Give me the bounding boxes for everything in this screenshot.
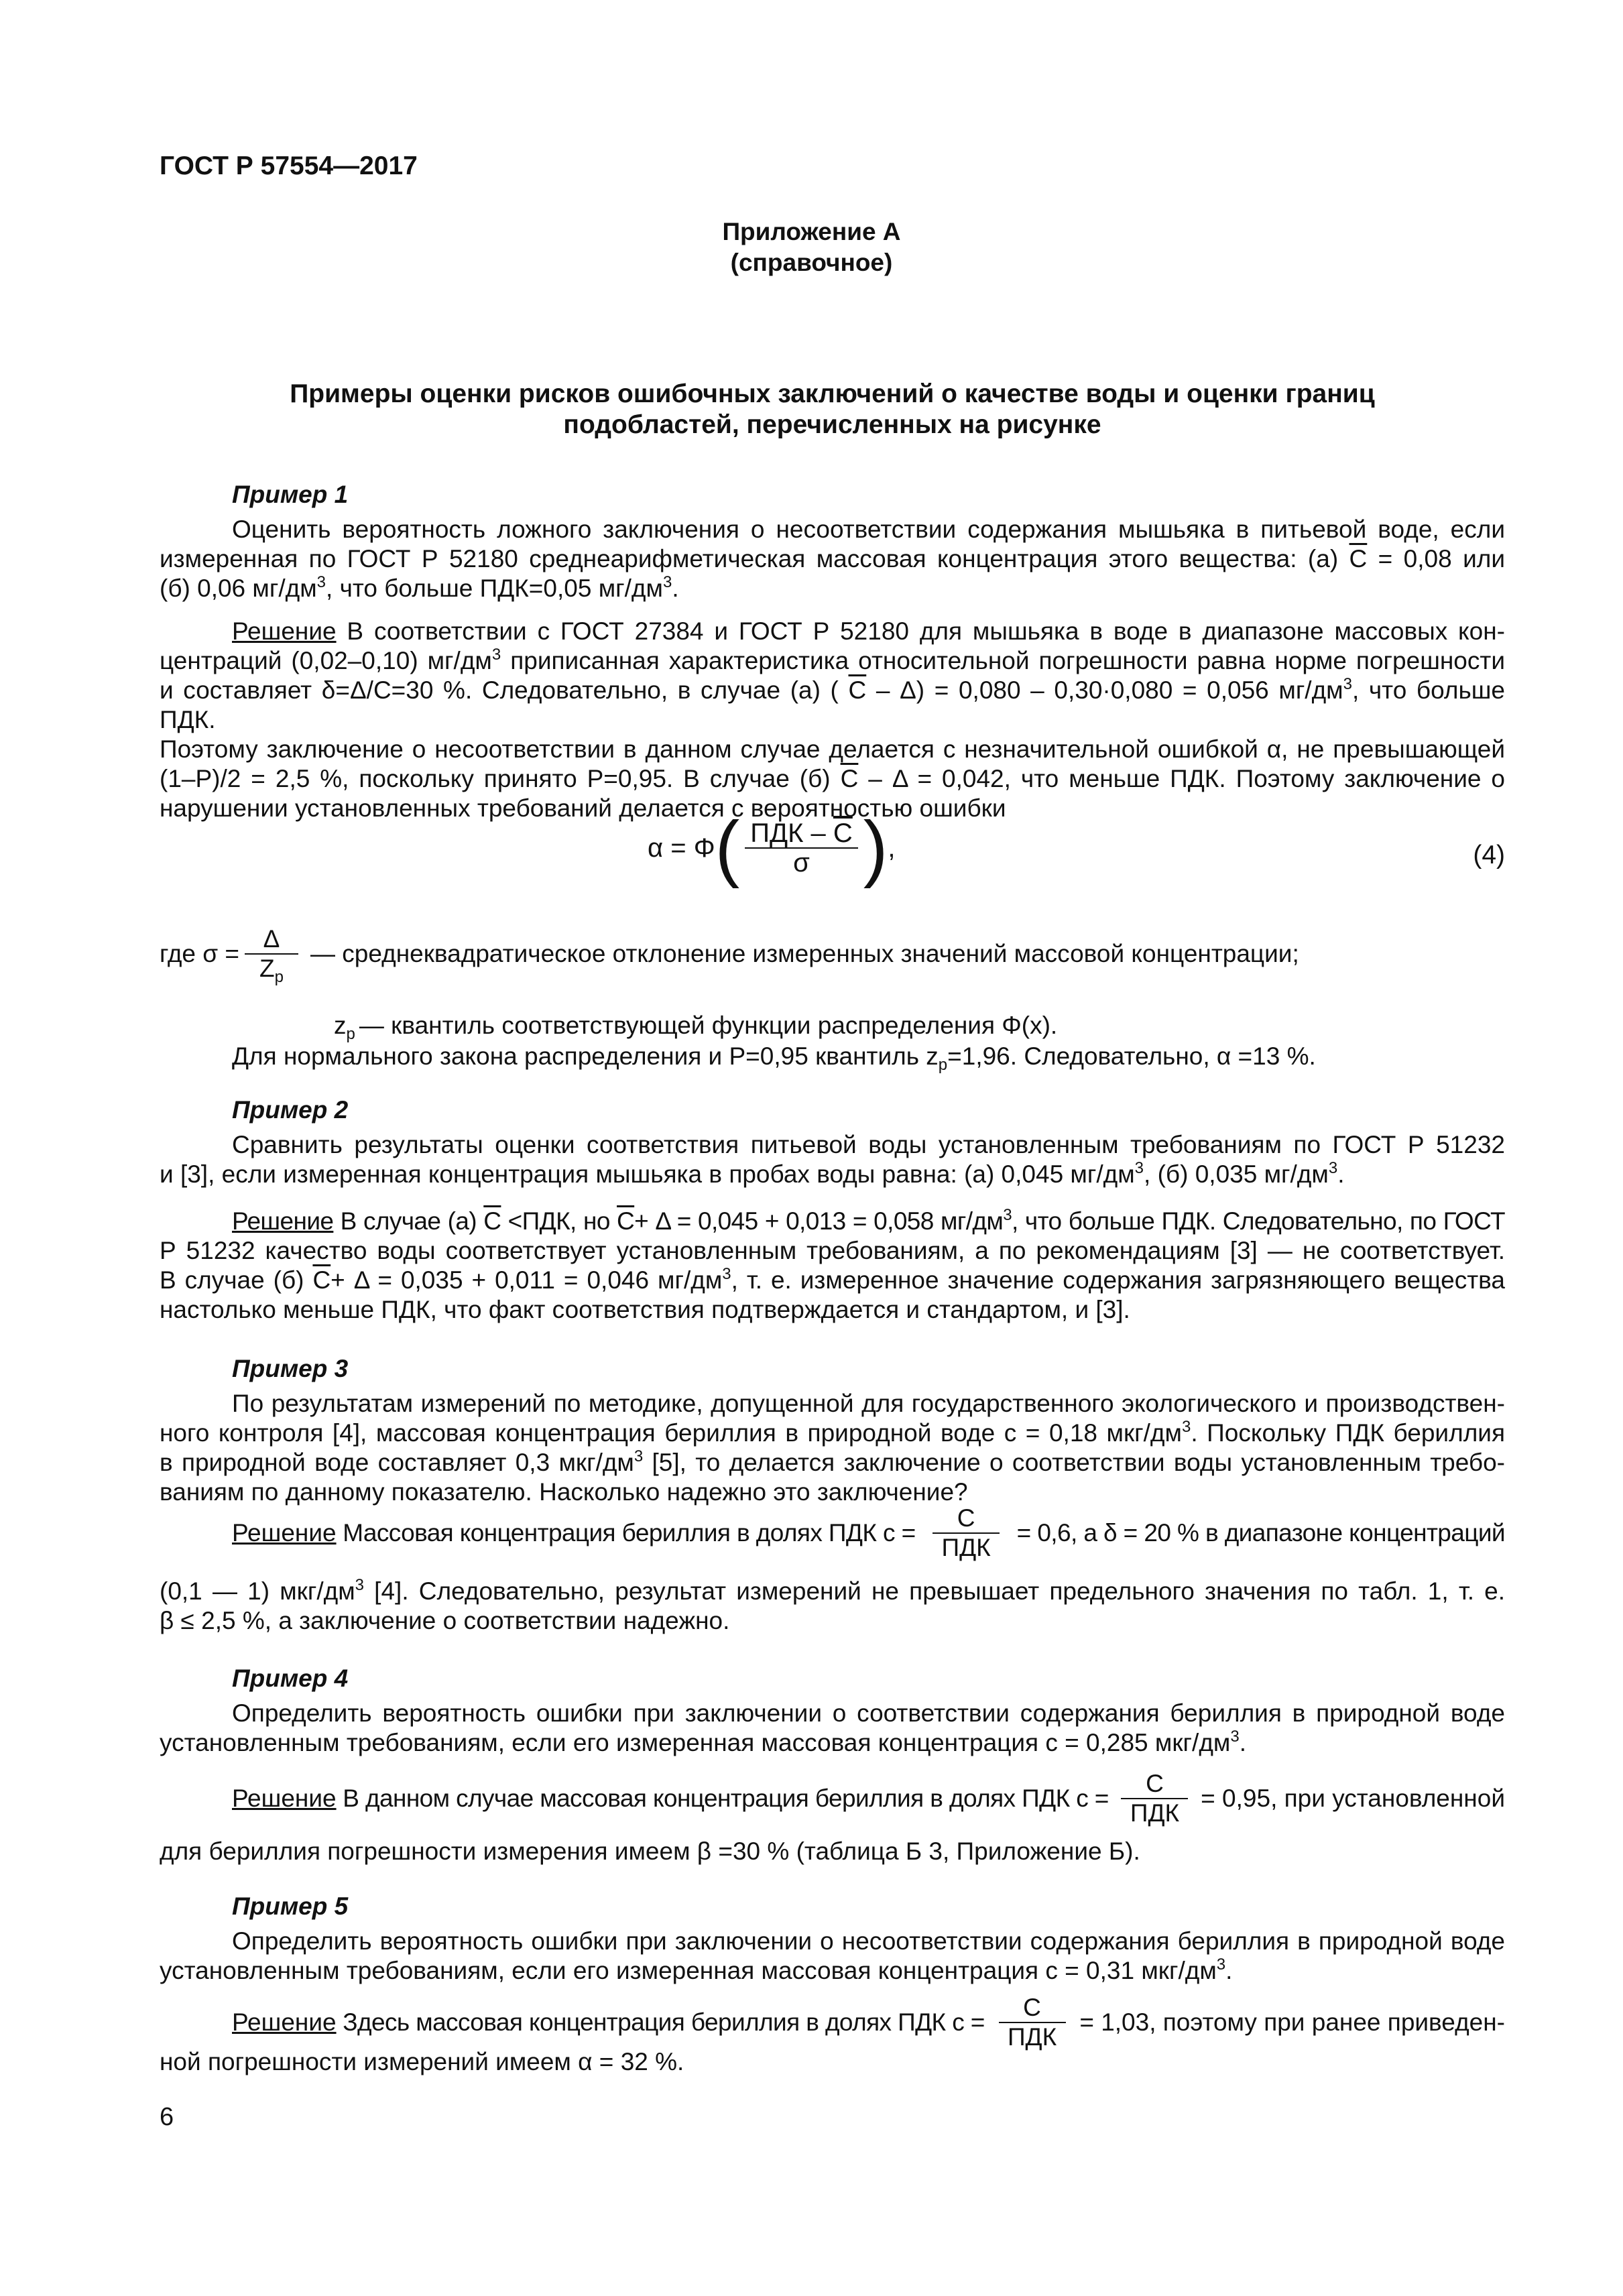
line [160,1477,1505,1507]
text: , т. е. измеренное значение содержания загрязняющего вещества [731,1266,1505,1294]
text: Оценить вероятность ложного заключения о несоответствии содержания мышьяка в питьевой воде, если [232,516,1505,543]
line [160,1728,1505,1758]
text: = 1,03, поэтому при ранее приведен- [1079,2008,1505,2036]
text: установленным требованиям, если его измеренная массовая концентрация c = 0,31 мкг/дм [160,1957,1217,1984]
example-4-solution-line1 [160,1770,1505,1827]
c-mean: $\overline{C}$ [1349,545,1368,572]
formula-number: (4) [1473,841,1505,869]
line [160,1606,1505,1636]
line [160,1837,1505,1866]
superscript: 3 [1216,1955,1226,1974]
subscript: p [938,1056,948,1074]
superscript: 3 [316,573,326,591]
line [160,1927,1505,1956]
text: — среднеквадратическое отклонение измеренных значений массовой концентрации; [310,940,1299,967]
text: — квантиль соответствующей функции распределения Φ(x). [359,1012,1058,1039]
line [160,1266,1505,1295]
text: В случае (а) [333,1207,484,1235]
superscript: 3 [662,573,672,591]
superscript: 3 [634,1447,644,1465]
numerator [745,819,858,849]
text: и составляет δ=Δ/C=30 %. Следовательно, в случае (а) ( [160,676,849,704]
solution-label: Решение [232,1207,334,1235]
subscript: p [274,968,284,986]
right-paren: ) [863,806,888,889]
superscript: 3 [1230,1728,1240,1746]
text: В случае (б) [160,1266,313,1294]
text: , что больше ПДК=0,05 мг/дм [326,575,663,602]
line [160,1236,1505,1266]
text: [4]. Следовательно, результат измерений не превышает предельного значения по табл. 1, т. е. [364,1577,1506,1605]
text: ПДК – [750,819,833,848]
superscript: 3 [355,1576,364,1594]
example-3-task [160,1389,1505,1507]
normal-law [232,1042,1316,1074]
text: . [1225,1957,1233,1984]
formula-fraction [745,819,858,877]
text: Определить вероятность ошибки при заключении о соответствии содержания бериллия в природной воде [232,1699,1505,1727]
c-over-pdk-fraction [999,1994,1066,2051]
superscript: 3 [1328,1159,1338,1177]
line [160,1130,1505,1160]
text: . [1239,1729,1246,1756]
text: ной погрешности измерений имеем α = 32 %. [160,2048,684,2075]
formula-4 [648,804,896,892]
text: . [672,575,679,602]
superscript: 3 [1343,675,1352,693]
text: приписанная характеристика относительной погрешности равна норме погрешности [501,647,1505,674]
line [160,646,1505,676]
example-2-task [160,1130,1505,1189]
denominator: σ [793,848,810,878]
text: Определить вероятность ошибки при заключении о несоответствии содержания бериллия в природной воде [232,1927,1505,1955]
section-heading-line2: подобластей, перечисленных на рисунке [563,410,1101,439]
text: По результатам измерений по методике, допущенной для государственного экологического и производствен- [232,1390,1505,1417]
text: установленным требованиям, если его измеренная массовая концентрация c = 0,285 мкг/дм [160,1729,1231,1756]
numerator: C [999,1994,1066,2023]
text: = 0,6, а δ = 20 % в диапазоне концентраций [1016,1519,1505,1547]
text: Z [259,955,275,982]
formula-lhs: α = Φ [648,833,715,863]
denominator: ПДК [1130,1799,1180,1827]
text: для бериллия погрешности измерения имеем β =30 % (таблица Б 3, Приложение Б). [160,1837,1140,1865]
line [160,1699,1505,1728]
text: [5], то делается заключение о соответствии воды установленным требо- [643,1449,1505,1476]
text-group [160,2008,985,2037]
text-group [160,1784,1109,1813]
c-over-pdk-fraction [1121,1770,1188,1827]
example-4-solution-rest [160,1837,1505,1866]
example-4-title: Пример 4 [232,1665,349,1692]
solution-label: Решение [232,1785,337,1812]
denominator: ПДК [1007,2023,1057,2051]
text: . Поскольку ПДК бериллия [1191,1419,1505,1447]
line [160,764,1505,794]
numerator: C [1121,1770,1188,1799]
example-3-solution-rest [160,1577,1505,1636]
c-mean: $\overline{C}$ [833,819,853,848]
line [160,2047,1505,2077]
subscript: p [346,1025,355,1043]
solution-label: Решение [232,617,337,645]
text: (0,1 — 1) мкг/дм [160,1577,355,1605]
example-1-task [160,515,1505,603]
text: где σ = [160,940,240,967]
line [160,574,1505,603]
solution-label: Решение [232,1519,337,1547]
text: , (б) 0,035 мг/дм [1144,1160,1329,1188]
text: . [1337,1160,1345,1188]
text: = 0,95, при установленной [1201,1785,1505,1812]
text: (1–P)/2 = 2,5 %, поскольку принято P=0,95. В случае (б) [160,765,841,792]
example-3-solution-line1 [160,1504,1505,1562]
denominator [245,955,298,986]
example-5-solution-rest [160,2047,1505,2077]
example-5-solution-line1 [160,1994,1505,2051]
left-paren: ( [715,806,740,889]
text: измеренная по ГОСТ Р 52180 среднеарифметическая массовая концентрация этого вещества: (а) [160,545,1349,572]
text: Р 51232 качество воды соответствует установленным требованиям, а по рекомендациям [3] — не соответствует. [160,1237,1505,1264]
text: Здесь массовая концентрация бериллия в долях ПДК c = [336,2008,985,2036]
text: – Δ) = 0,080 – 0,30·0,080 = 0,056 мг/дм [866,676,1343,704]
formula-comma: , [888,833,896,863]
c-over-pdk-fraction [933,1504,1000,1562]
example-4-task [160,1699,1505,1758]
text-group [160,1518,916,1548]
example-5-title: Пример 5 [232,1892,349,1920]
numerator: Δ [245,925,298,955]
superscript: 3 [722,1265,731,1283]
text: нарушении установленных требований делается с вероятностью ошибки [160,794,1006,822]
line [160,1295,1505,1325]
text: ного контроля [4], массовая концентрация бериллия в природной воде c = 0,18 мкг/дм [160,1419,1182,1447]
text: z [334,1012,347,1039]
text: – Δ = 0,042, что меньше ПДК. Поэтому заключение о [858,765,1505,792]
text: Для нормального закона распределения и P=0,95 квантиль z [232,1042,939,1070]
c-mean: $\overline{C}$ [848,676,867,704]
text: в природной воде составляет 0,3 мкг/дм [160,1449,634,1476]
c-mean: $\overline{C}$ [312,1266,331,1294]
line [160,1160,1505,1189]
line [160,1956,1505,1986]
appendix-subtitle: (справочное) [730,249,893,276]
line [160,676,1505,735]
text: = 0,08 или [1367,545,1505,572]
example-1-solution [160,617,1505,823]
where-sigma [160,925,1299,986]
line [160,1207,1505,1236]
superscript: 3 [1181,1418,1191,1436]
line [160,735,1505,764]
line [160,1448,1505,1477]
section-heading-line1: Примеры оценки рисков ошибочных заключений о качестве воды и оценки границ [290,379,1375,408]
line [160,617,1505,646]
sigma-fraction [245,925,298,986]
line [160,515,1505,544]
text: настолько меньше ПДК, что факт соответствия подтверждается и стандартом, и [3]. [160,1296,1130,1323]
text: Сравнить результаты оценки соответствия питьевой воды установленным требованиям по ГОСТ Р 51232 [232,1131,1505,1158]
example-1-title: Пример 1 [232,481,349,508]
line [160,1577,1505,1606]
text: Поэтому заключение о несоответствии в данном случае делается с незначительной ошибкой α, не превышающей [160,735,1505,763]
text: центраций (0,02–0,10) мг/дм [160,647,492,674]
example-2-solution [160,1207,1505,1325]
text: В соответствии с ГОСТ 27384 и ГОСТ Р 52180 для мышьяка в воде в диапазоне массовых кон- [336,617,1505,645]
superscript: 3 [1134,1159,1144,1177]
text: В данном случае массовая концентрация бериллия в долях ПДК c = [336,1785,1109,1812]
zp-definition [334,1011,1058,1043]
line [160,1389,1505,1418]
text: (б) 0,06 мг/дм [160,575,317,602]
denominator: ПДК [941,1534,991,1561]
line [160,544,1505,574]
c-mean: $\overline{C}$ [840,765,859,792]
document-id: ГОСТ Р 57554—2017 [160,152,418,180]
example-2-title: Пример 2 [232,1096,349,1124]
text: + Δ = 0,035 + 0,011 = 0,046 мг/дм [330,1266,723,1294]
text: + Δ = 0,045 + 0,013 = 0,058 мг/дм [634,1207,1004,1235]
text: β ≤ 2,5 %, а заключение о соответствии надежно. [160,1607,730,1634]
numerator: C [933,1504,1000,1534]
line [160,1418,1505,1448]
superscript: 3 [1003,1206,1012,1224]
text: , что больше ПДК. [160,676,1505,733]
example-3-title: Пример 3 [232,1355,349,1382]
text: Массовая концентрация бериллия в долях ПДК c = [336,1519,916,1547]
superscript: 3 [491,646,501,664]
solution-label: Решение [232,2008,337,2036]
text: <ПДК, но [501,1207,617,1235]
page-number: 6 [160,2103,174,2131]
text: и [3], если измеренная концентрация мышьяка в пробах воды равна: (а) 0,045 мг/дм [160,1160,1135,1188]
example-5-task [160,1927,1505,1986]
appendix-title: Приложение А [722,218,901,245]
c-mean: $\overline{C}$ [617,1207,635,1235]
text: ваниям по данному показателю. Насколько надежно это заключение? [160,1478,968,1506]
c-mean: $\overline{C}$ [483,1207,501,1235]
text: =1,96. Следовательно, α =13 %. [947,1042,1316,1070]
text: , что больше ПДК. Следовательно, по ГОСТ [1011,1207,1506,1235]
